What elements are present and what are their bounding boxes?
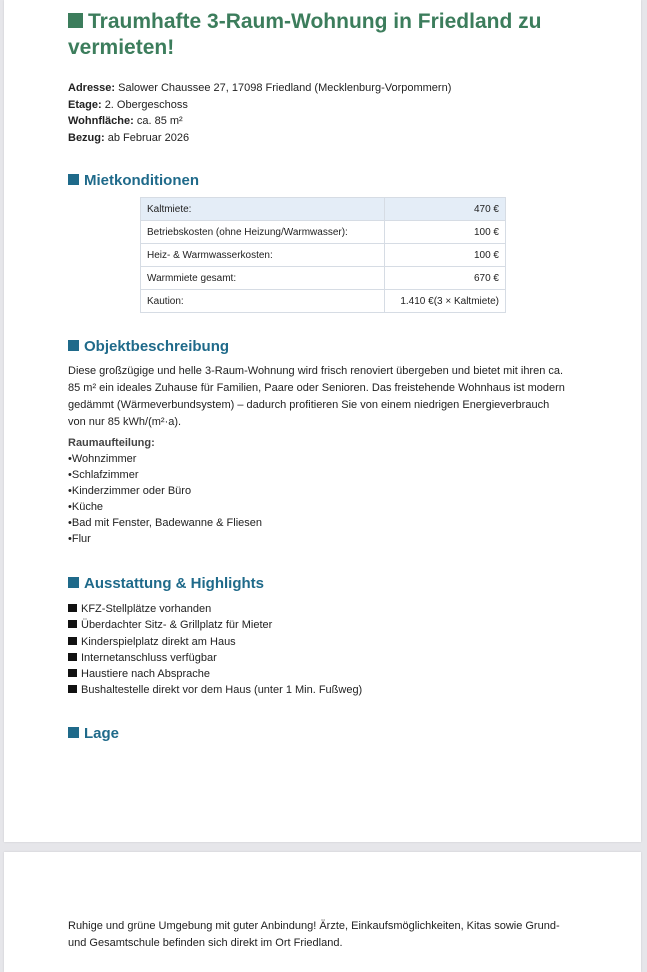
detail-value: Salower Chaussee 27, 17098 Friedland (Mecklenburg-Vorpommern) — [118, 82, 452, 94]
section-heading-text: Lage — [84, 725, 120, 742]
section-heading-features — [68, 575, 264, 592]
table-row — [141, 198, 506, 221]
table-row — [141, 267, 506, 290]
detail-value: ca. 85 m² — [136, 115, 183, 127]
page-title — [68, 9, 568, 61]
black-square-icon — [68, 604, 77, 612]
list-item: • Kinderzimmer oder Büro — [68, 483, 262, 499]
page-title-text: Traumhafte 3-Raum-Wohnung in Friedland zu vermieten! — [68, 10, 542, 59]
room-list — [68, 435, 262, 547]
section-heading-rent — [68, 172, 199, 189]
black-square-icon — [68, 685, 77, 693]
black-square-icon — [68, 620, 77, 628]
detail-move-in — [68, 130, 451, 147]
table-cell-value: 100 € — [385, 244, 506, 267]
list-item — [68, 617, 362, 633]
square-bullet-icon — [68, 727, 79, 738]
table-row — [141, 290, 506, 313]
section-heading-location — [68, 725, 119, 742]
section-heading-description — [68, 338, 229, 355]
table-cell-value: 100 € — [385, 221, 506, 244]
detail-label: Adresse: — [68, 82, 116, 94]
list-item: • Bad mit Fenster, Badewanne & Fliesen — [68, 515, 262, 531]
location-text: Ruhige und grüne Umgebung mit guter Anbindung! Ärzte, Einkaufsmöglichkeiten, Kitas sowie Grund- und Gesamtschule befinden sich direkt im Ort Friedland. — [68, 920, 560, 949]
detail-label: Wohnfläche: — [68, 115, 134, 127]
property-details — [68, 80, 451, 146]
feature-text: Kinderspielplatz direkt am Haus — [81, 635, 236, 648]
rent-table — [140, 197, 506, 313]
table-cell-label: Kaltmiete: — [141, 198, 385, 221]
table-cell-label: Warmmiete gesamt: — [141, 267, 385, 290]
list-item — [68, 666, 362, 682]
list-item — [68, 682, 362, 698]
feature-text: Überdachter Sitz- & Grillplatz für Mieter — [81, 619, 273, 632]
list-item: • Schlafzimmer — [68, 467, 262, 483]
list-item — [68, 634, 362, 650]
detail-label: Etage: — [68, 98, 102, 111]
list-item: • Wohnzimmer — [68, 451, 262, 467]
square-bullet-icon — [68, 174, 79, 185]
table-cell-value: 670 € — [385, 267, 506, 290]
detail-address — [68, 80, 451, 97]
square-bullet-icon — [68, 13, 83, 28]
room-list-label: Raumaufteilung: — [68, 437, 155, 449]
feature-text: Haustiere nach Absprache — [81, 668, 211, 681]
list-item: • Küche — [68, 499, 262, 515]
description-text: Diese großzügige und helle 3-Raum-Wohnung wird frisch renoviert übergeben und bietet mit ihren ca. 85 m² ein ideales Zuhause für Familien, Paare oder Senioren. Das freistehende Wohnhaus ist modern gedämmt (Wärmeverbundsystem) – dadurch profitieren Sie von einem niedrigen Energieverbrauch von nur 85 kWh/(m²·a). — [68, 365, 565, 428]
section-heading-text: Ausstattung & Highlights — [84, 575, 264, 592]
detail-area — [68, 113, 451, 130]
table-row — [141, 244, 506, 267]
section-heading-text: Objektbeschreibung — [84, 338, 230, 355]
page-2 — [4, 852, 641, 972]
feature-text: Bushaltestelle direkt vor dem Haus (unter 1 Min. Fußweg) — [81, 684, 363, 697]
square-bullet-icon — [68, 340, 79, 351]
list-item — [68, 650, 362, 666]
list-item — [68, 601, 362, 617]
black-square-icon — [68, 669, 77, 677]
table-cell-value: 1.410 €(3 × Kaltmiete) — [385, 290, 506, 313]
table-row — [141, 221, 506, 244]
feature-text: KFZ-Stellplätze vorhanden — [81, 603, 212, 615]
table-cell-label: Heiz- & Warmwasserkosten: — [141, 244, 385, 267]
detail-label: Bezug: — [68, 131, 105, 144]
detail-floor — [68, 97, 451, 114]
detail-value: ab Februar 2026 — [107, 131, 190, 144]
black-square-icon — [68, 637, 77, 645]
section-heading-text: Mietkonditionen — [84, 172, 199, 189]
feature-text: Internetanschluss verfügbar — [81, 651, 217, 664]
table-cell-label: Betriebskosten (ohne Heizung/Warmwasser): — [141, 221, 385, 244]
features-list — [68, 601, 362, 699]
detail-value: 2. Obergeschoss — [104, 98, 188, 111]
list-item: • Flur — [68, 531, 262, 547]
square-bullet-icon — [68, 577, 79, 588]
table-cell-label: Kaution: — [141, 290, 385, 313]
table-cell-value: 470 € — [385, 198, 506, 221]
black-square-icon — [68, 653, 77, 661]
